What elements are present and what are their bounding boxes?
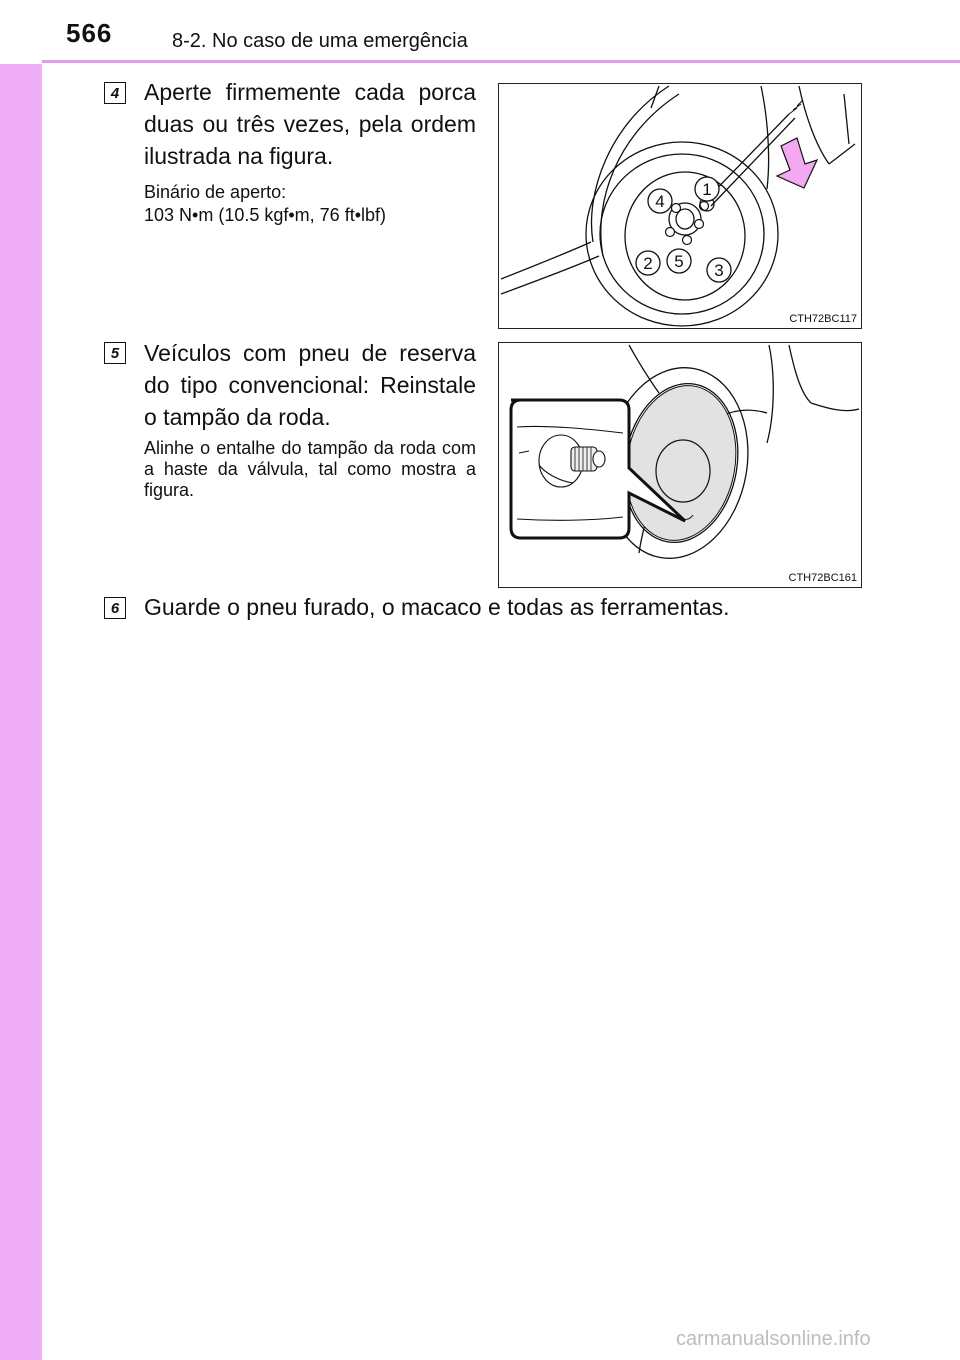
step-5-badge: 5: [104, 342, 126, 364]
nut-label-3: 3: [714, 261, 724, 280]
page-header: [0, 0, 960, 64]
side-tab: [0, 0, 42, 1360]
watermark: carmanualsonline.info: [676, 1328, 871, 1350]
figure-code: CTH72BC117: [789, 313, 857, 325]
step-5-text: Veículos com pneu de reserva do tipo convencional: Reinstale o tampão da roda.: [144, 340, 476, 430]
page-number: 566: [66, 18, 113, 48]
nut-label-5: 5: [674, 252, 684, 271]
figure-lug-nut-order: [498, 83, 862, 329]
step-4-text: Aperte firmemente cada porca duas ou três vezes, pela ordem ilustrada na figura.: [144, 79, 476, 169]
step-4-note-label: Binário de aperto:: [144, 182, 287, 202]
wheel-cap-illustration: [499, 343, 861, 587]
wheel-tightening-illustration: [499, 84, 861, 328]
header-divider: [42, 60, 960, 63]
nut-label-4: 4: [655, 192, 665, 211]
step-5-note: Alinhe o entalhe do tampão da roda com a haste da válvula, tal como mostra a figura.: [144, 438, 476, 500]
step-6-text: Guarde o pneu furado, o macaco e todas as ferramentas.: [144, 594, 730, 620]
nut-label-2: 2: [643, 254, 653, 273]
nut-label-1: 1: [702, 180, 712, 199]
figure-wheel-cap: [498, 342, 862, 588]
step-4-badge: 4: [104, 82, 126, 104]
figure-code: CTH72BC161: [788, 572, 857, 584]
step-4-note-value: 103 N•m (10.5 kgf•m, 76 ft•lbf): [144, 205, 386, 225]
section-title: 8-2. No caso de uma emergência: [172, 30, 468, 52]
step-6-badge: 6: [104, 597, 126, 619]
